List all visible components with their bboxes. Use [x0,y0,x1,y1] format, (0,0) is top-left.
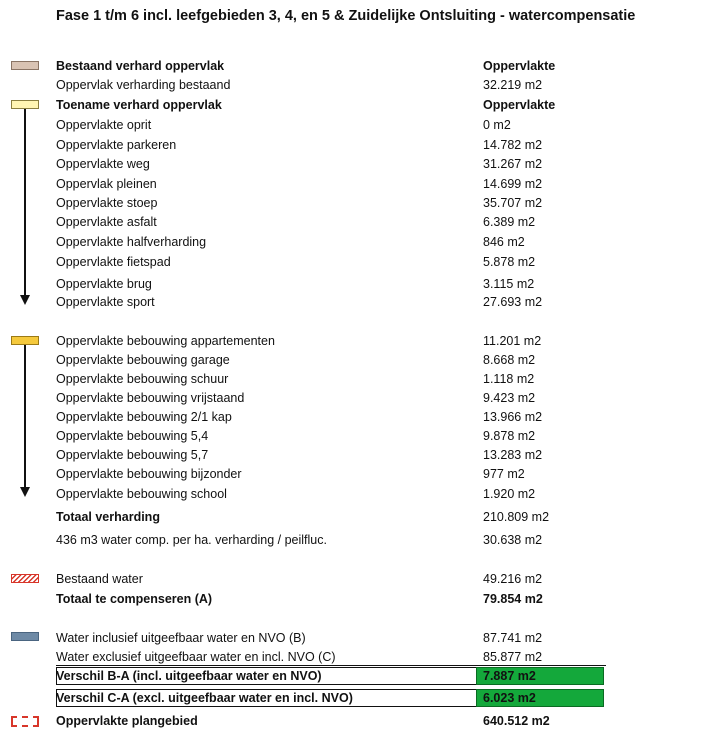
list-item: Oppervlakte sport [56,295,155,309]
compensate-label: Totaal te compenseren (A) [56,592,213,606]
existing-row-label: Oppervlak verharding bestaand [56,78,231,92]
arrow-line-increase [24,109,26,297]
list-item-value: 1.920 m2 [483,487,536,501]
water-excl-label: Water exclusief uitgeefbaar water en incl. NVO (C) [56,650,336,664]
list-item: Oppervlakte stoep [56,196,158,210]
page-title: Fase 1 t/m 6 incl. leefgebieden 3, 4, en 5 & Zuidelijke Ontsluiting - watercompensatie [56,8,636,24]
list-item: Oppervlak pleinen [56,177,157,191]
list-item-value: 27.693 m2 [483,295,543,309]
divider [56,665,606,666]
list-item: Oppervlakte asfalt [56,215,157,229]
list-item: Oppervlakte bebouwing school [56,487,227,501]
list-item-value: 9.878 m2 [483,429,536,443]
list-item-value: 846 m2 [483,235,525,249]
list-item: Oppervlakte brug [56,277,152,291]
list-item-value: 14.782 m2 [483,138,543,152]
list-item: Oppervlakte bebouwing schuur [56,372,229,386]
list-item-value: 35.707 m2 [483,196,543,210]
list-item-value: 11.201 m2 [483,334,542,348]
plan-area-swatch [11,716,39,727]
water-comp-value: 30.638 m2 [483,533,543,547]
list-item-value: 9.423 m2 [483,391,536,405]
list-item: Oppervlakte bebouwing 2/1 kap [56,410,232,424]
list-item: Oppervlakte bebouwing bijzonder [56,467,242,481]
arrow-line-buildings [24,345,26,489]
list-item: Oppervlakte bebouwing vrijstaand [56,391,245,405]
plan-area-label: Oppervlakte plangebied [56,714,198,728]
water-incl-value: 87.741 m2 [483,631,543,645]
list-item: Oppervlakte halfverharding [56,235,207,249]
list-item: Oppervlakte bebouwing 5,7 [56,448,209,462]
increase-paved-heading: Toename verhard oppervlak [56,98,222,112]
list-item: Oppervlakte bebouwing 5,4 [56,429,209,443]
diff-ba-value: 7.887 m2 [483,669,536,683]
list-item-value: 13.283 m2 [483,448,543,462]
existing-water-swatch [11,574,39,583]
compensate-value: 79.854 m2 [483,592,543,606]
list-item: Oppervlakte fietspad [56,255,171,269]
diff-ca-value: 6.023 m2 [483,691,536,705]
existing-water-label: Bestaand water [56,572,143,586]
water-incl-label: Water inclusief uitgeefbaar water en NVO (B) [56,631,306,645]
list-item-value: 14.699 m2 [483,177,543,191]
total-paving-value: 210.809 m2 [483,510,550,524]
list-item: Oppervlakte oprit [56,118,152,132]
plan-area-value: 640.512 m2 [483,714,550,728]
list-item: Oppervlakte weg [56,157,150,171]
water-excl-value: 85.877 m2 [483,650,543,664]
list-item-value: 13.966 m2 [483,410,543,424]
arrow-down-icon [20,487,30,497]
list-item: Oppervlakte bebouwing appartementen [56,334,275,348]
list-item-value: 0 m2 [483,118,511,132]
total-paving-label: Totaal verharding [56,510,160,524]
existing-row-value: 32.219 m2 [483,78,543,92]
list-item: Oppervlakte bebouwing garage [56,353,230,367]
existing-paved-heading: Bestaand verhard oppervlak [56,59,225,73]
diff-ba-label: Verschil B-A (incl. uitgeefbaar water en NVO) [56,669,322,683]
list-item: Oppervlakte parkeren [56,138,177,152]
water-comp-label: 436 m3 water comp. per ha. verharding / peilfluc. [56,533,327,547]
water-incl-swatch [11,632,39,641]
list-item-value: 5.878 m2 [483,255,536,269]
list-item-value: 8.668 m2 [483,353,536,367]
list-item-value: 1.118 m2 [483,372,535,386]
list-item-value: 3.115 m2 [483,277,535,291]
existing-water-value: 49.216 m2 [483,572,543,586]
list-item-value: 31.267 m2 [483,157,543,171]
list-item-value: 6.389 m2 [483,215,536,229]
increase-value-header: Oppervlakte [483,98,556,112]
buildings-swatch [11,336,39,345]
list-item-value: 977 m2 [483,467,525,481]
arrow-down-icon [20,295,30,305]
increase-paved-swatch [11,100,39,109]
existing-value-header: Oppervlakte [483,59,556,73]
existing-paved-swatch [11,61,39,70]
diff-ca-label: Verschil C-A (excl. uitgeefbaar water en incl. NVO) [56,691,353,705]
